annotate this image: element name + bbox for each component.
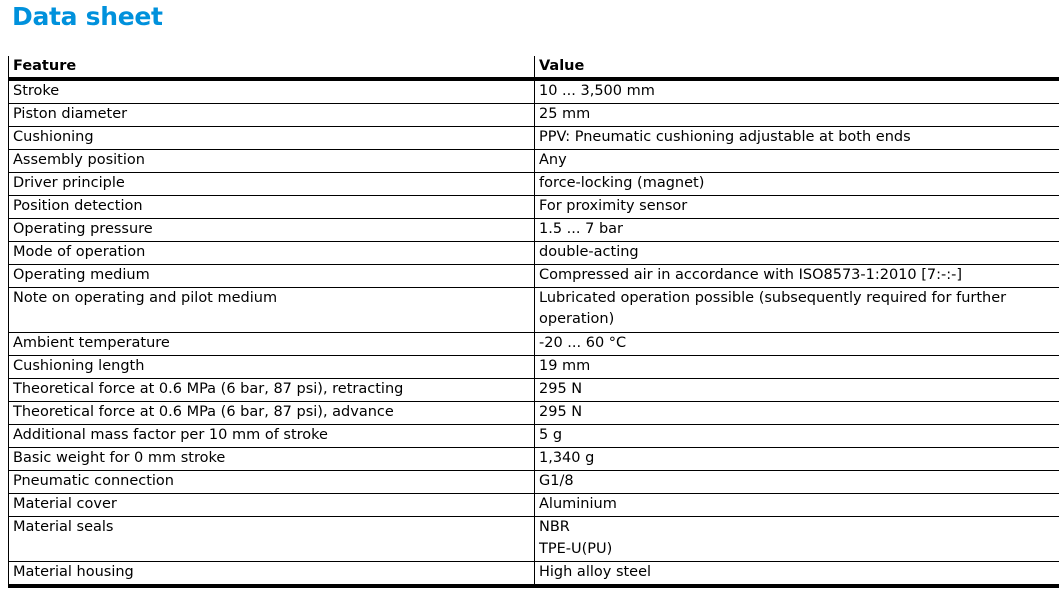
value-cell: 1,340 g xyxy=(535,448,1059,471)
value-cell: High alloy steel xyxy=(535,562,1059,587)
table-row xyxy=(9,196,1059,219)
column-header-feature: Feature xyxy=(9,56,535,79)
data-sheet-table xyxy=(8,56,1059,588)
table-row xyxy=(9,562,1059,587)
value-cell: Lubricated operation possible (subsequently required for further operation) xyxy=(535,288,1059,333)
feature-cell: Ambient temperature xyxy=(9,333,535,356)
value-cell: 295 N xyxy=(535,379,1059,402)
table-row xyxy=(9,379,1059,402)
table-row xyxy=(9,471,1059,494)
table-row xyxy=(9,127,1059,150)
table-row xyxy=(9,265,1059,288)
feature-cell: Driver principle xyxy=(9,173,535,196)
table-row xyxy=(9,104,1059,127)
table-row xyxy=(9,79,1059,104)
feature-cell: Basic weight for 0 mm stroke xyxy=(9,448,535,471)
value-cell: -20 ... 60 °C xyxy=(535,333,1059,356)
value-cell: Compressed air in accordance with ISO8573-1:2010 [7:-:-] xyxy=(535,265,1059,288)
feature-cell: Piston diameter xyxy=(9,104,535,127)
value-cell: double-acting xyxy=(535,242,1059,265)
feature-cell: Assembly position xyxy=(9,150,535,173)
value-cell: G1/8 xyxy=(535,471,1059,494)
table-row xyxy=(9,242,1059,265)
value-cell: For proximity sensor xyxy=(535,196,1059,219)
value-cell: PPV: Pneumatic cushioning adjustable at both ends xyxy=(535,127,1059,150)
table-row xyxy=(9,333,1059,356)
feature-cell: Cushioning xyxy=(9,127,535,150)
value-line: TPE-U(PU) xyxy=(539,541,613,557)
value-cell: 19 mm xyxy=(535,356,1059,379)
value-cell xyxy=(535,517,1059,562)
column-header-value: Value xyxy=(535,56,1059,79)
table-row xyxy=(9,288,1059,333)
feature-cell: Theoretical force at 0.6 MPa (6 bar, 87 psi), advance xyxy=(9,402,535,425)
value-cell: force-locking (magnet) xyxy=(535,173,1059,196)
feature-cell: Operating medium xyxy=(9,265,535,288)
table-row xyxy=(9,173,1059,196)
table-row xyxy=(9,425,1059,448)
feature-cell: Material seals xyxy=(9,517,535,562)
value-cell: 1.5 ... 7 bar xyxy=(535,219,1059,242)
value-cell: 295 N xyxy=(535,402,1059,425)
table-row xyxy=(9,150,1059,173)
feature-cell: Additional mass factor per 10 mm of stroke xyxy=(9,425,535,448)
feature-cell: Mode of operation xyxy=(9,242,535,265)
feature-cell: Cushioning length xyxy=(9,356,535,379)
feature-cell: Position detection xyxy=(9,196,535,219)
table-row xyxy=(9,219,1059,242)
value-line: NBR xyxy=(539,519,570,535)
feature-cell: Pneumatic connection xyxy=(9,471,535,494)
table-row xyxy=(9,448,1059,471)
feature-cell: Stroke xyxy=(9,79,535,104)
feature-cell: Operating pressure xyxy=(9,219,535,242)
table-row xyxy=(9,494,1059,517)
feature-cell: Material housing xyxy=(9,562,535,587)
value-cell: 25 mm xyxy=(535,104,1059,127)
value-cell: Any xyxy=(535,150,1059,173)
value-cell: Aluminium xyxy=(535,494,1059,517)
table-row xyxy=(9,517,1059,562)
feature-cell: Note on operating and pilot medium xyxy=(9,288,535,333)
table-row xyxy=(9,402,1059,425)
value-cell: 5 g xyxy=(535,425,1059,448)
page-title: Data sheet xyxy=(12,2,163,31)
table-header-row xyxy=(9,56,1059,79)
table-row xyxy=(9,356,1059,379)
value-cell: 10 ... 3,500 mm xyxy=(535,79,1059,104)
feature-cell: Theoretical force at 0.6 MPa (6 bar, 87 psi), retracting xyxy=(9,379,535,402)
feature-cell: Material cover xyxy=(9,494,535,517)
